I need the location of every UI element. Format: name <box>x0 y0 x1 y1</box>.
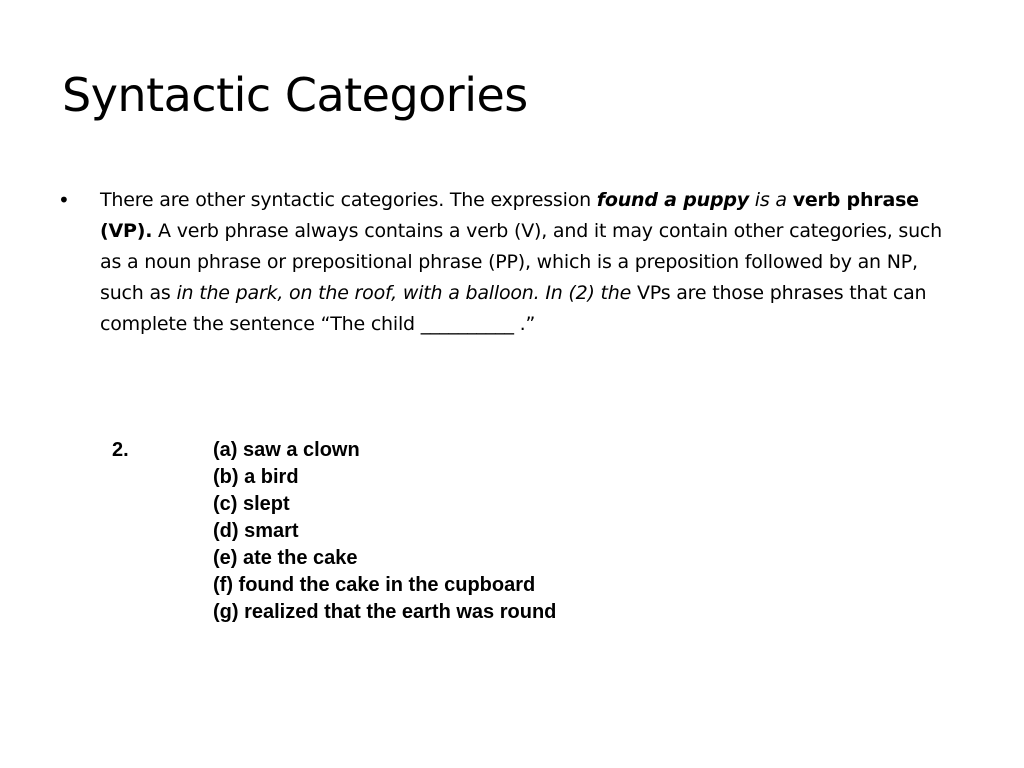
list-item: (e) ate the cake <box>213 547 358 569</box>
example-items <box>213 437 556 626</box>
list-item: (c) slept <box>213 493 290 515</box>
bullet-text-part: A verb phrase always contains a verb (V), and it may contain other categories, such as a noun phrase or prepositional phrase (PP), which is a preposition followed by an NP, such as <box>100 220 943 304</box>
example-phrase: found a puppy <box>596 189 749 211</box>
bullet-icon: • <box>58 188 70 212</box>
list-item: (a) saw a clown <box>213 439 360 461</box>
example-pp-phrases: in the park, on the roof, with a balloon. In (2) the <box>176 282 632 304</box>
slide-title: Syntactic Categories <box>62 68 528 122</box>
list-item: (f) found the cake in the cupboard <box>213 574 536 596</box>
example-number: 2. <box>112 439 129 461</box>
list-item: (b) a bird <box>213 466 299 488</box>
bullet-text-part: VPs are those phrases that can complete the sentence “The child __________ .” <box>100 282 927 335</box>
list-item: (d) smart <box>213 520 299 542</box>
bullet-text-part: is a <box>748 189 793 211</box>
term-verb-phrase: verb phrase (VP). <box>100 189 919 242</box>
bullet-paragraph <box>58 185 943 340</box>
bullet-text <box>100 185 943 340</box>
bullet-text-part: There are other syntactic categories. The expression <box>100 189 597 211</box>
list-item: (g) realized that the earth was round <box>213 601 557 623</box>
